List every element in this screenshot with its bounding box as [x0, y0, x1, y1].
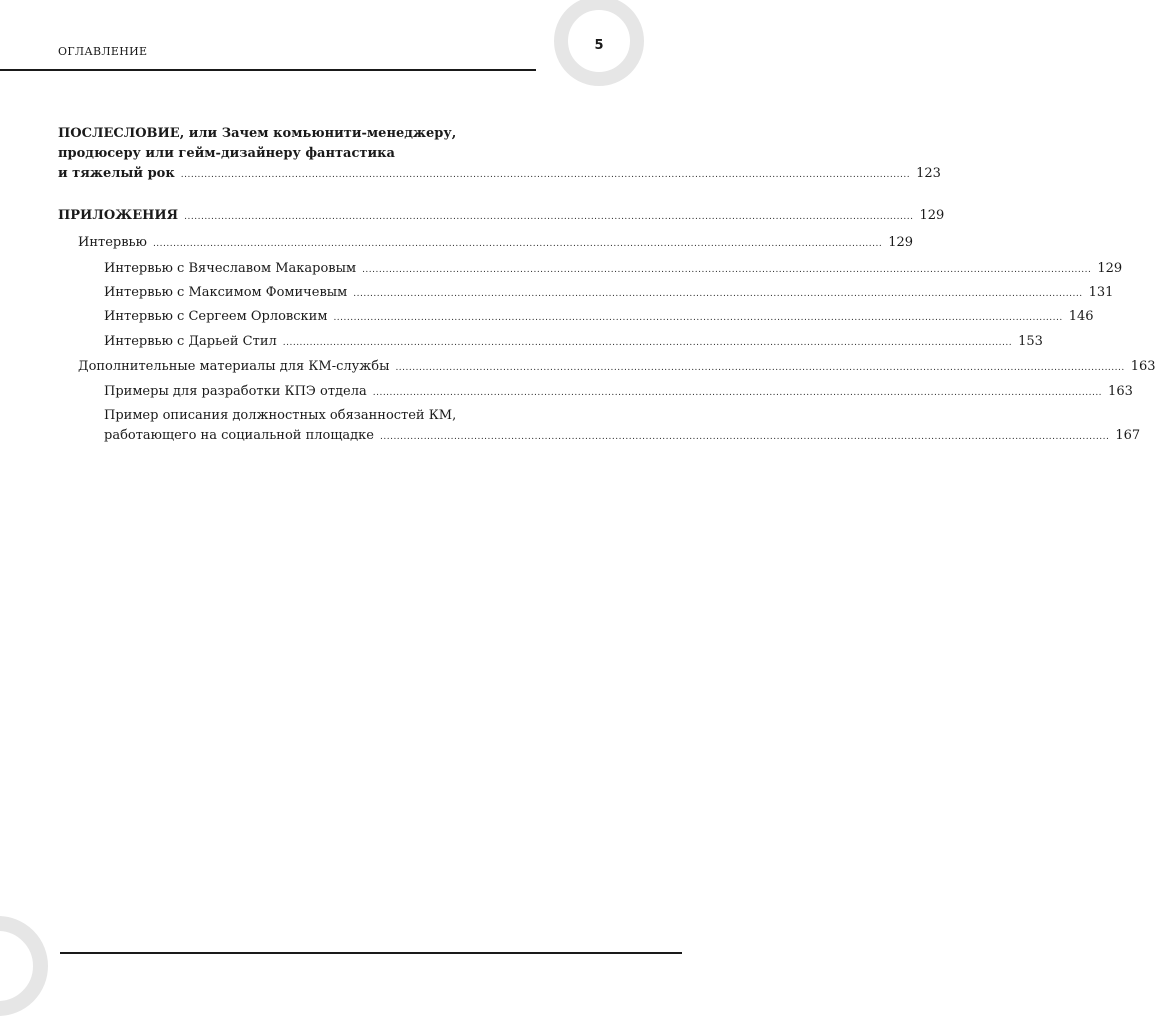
- toc-entry-label: и тяжелый рок: [58, 166, 175, 181]
- toc-page-number: 167: [1115, 428, 1141, 443]
- toc-page-number: 163: [1108, 384, 1133, 399]
- toc-entry-label: Интервью с Вячеславом Макаровым: [104, 261, 357, 276]
- toc-leader-dots: .........................................................................................................................................................................................................................: [362, 265, 1092, 275]
- toc-entry-extra-materials[interactable]: [78, 359, 1156, 376]
- toc-page-number: 131: [1088, 285, 1114, 300]
- toc-leader-dots: .........................................................................................................................................................................................................................: [353, 289, 1083, 299]
- toc-afterword-line2: продюсеру или гейм-дизайнеру фантастика: [58, 146, 395, 161]
- toc-afterword-line1: ПОСЛЕСЛОВИЕ, или Зачем комьюнити-менеджеру,: [58, 126, 457, 141]
- toc-entry-label: Интервью с Максимом Фомичевым: [104, 285, 348, 300]
- header-rule: [0, 69, 536, 71]
- toc-entry-duties[interactable]: [104, 428, 1141, 445]
- toc-page-number: 129: [919, 208, 945, 223]
- toc-leader-dots: .........................................................................................................................................................................................................................: [282, 338, 1013, 348]
- toc-entry-label: Дополнительные материалы для КМ-службы: [78, 359, 390, 374]
- toc-leader-dots: .........................................................................................................................................................................................................................: [380, 432, 1110, 442]
- toc-leader-dots: .........................................................................................................................................................................................................................: [333, 313, 1063, 323]
- toc-entry-interview-fomichev[interactable]: [104, 285, 1114, 302]
- footer-rule: [60, 952, 682, 954]
- toc-entry-label: работающего на социальной площадке: [104, 428, 374, 443]
- toc-page-number: 129: [888, 235, 914, 250]
- toc-entry-label: Интервью: [78, 235, 147, 250]
- toc-page-number: 146: [1068, 309, 1094, 324]
- toc-entry-interview-makarov[interactable]: [104, 261, 1123, 278]
- running-head: ОГЛАВЛЕНИЕ: [58, 45, 148, 58]
- toc-entry-label: Примеры для разработки КПЭ отдела: [104, 384, 367, 399]
- toc-entry-label: Интервью с Дарьей Стил: [104, 334, 277, 349]
- toc-entry-kpi-examples[interactable]: [104, 384, 1133, 401]
- toc-entry-interview-steel[interactable]: [104, 334, 1043, 351]
- toc-leader-dots: .........................................................................................................................................................................................................................: [152, 239, 883, 249]
- toc-entry-label: ПРИЛОЖЕНИЯ: [58, 208, 179, 223]
- toc-entry-interviews[interactable]: [78, 235, 914, 252]
- toc-leader-dots: .........................................................................................................................................................................................................................: [372, 388, 1103, 398]
- toc-entry-interview-orlovsky[interactable]: [104, 309, 1094, 326]
- toc-leader-dots: .........................................................................................................................................................................................................................: [184, 212, 914, 222]
- toc-leader-dots: .........................................................................................................................................................................................................................: [180, 170, 911, 180]
- toc-duties-line1: Пример описания должностных обязанностей КМ,: [104, 408, 457, 423]
- page-number: 5: [594, 38, 604, 53]
- decorative-ring-bottom: [0, 916, 48, 1016]
- toc-leader-dots: .........................................................................................................................................................................................................................: [395, 363, 1125, 373]
- toc-entry-label: Интервью с Сергеем Орловским: [104, 309, 328, 324]
- toc-entry-appendices[interactable]: [58, 208, 945, 225]
- toc-page-number: 129: [1097, 261, 1123, 276]
- toc-page-number: 163: [1130, 359, 1156, 374]
- toc-entry-afterword[interactable]: [58, 166, 941, 183]
- toc-page-number: 153: [1018, 334, 1043, 349]
- toc-page-number: 123: [916, 166, 941, 181]
